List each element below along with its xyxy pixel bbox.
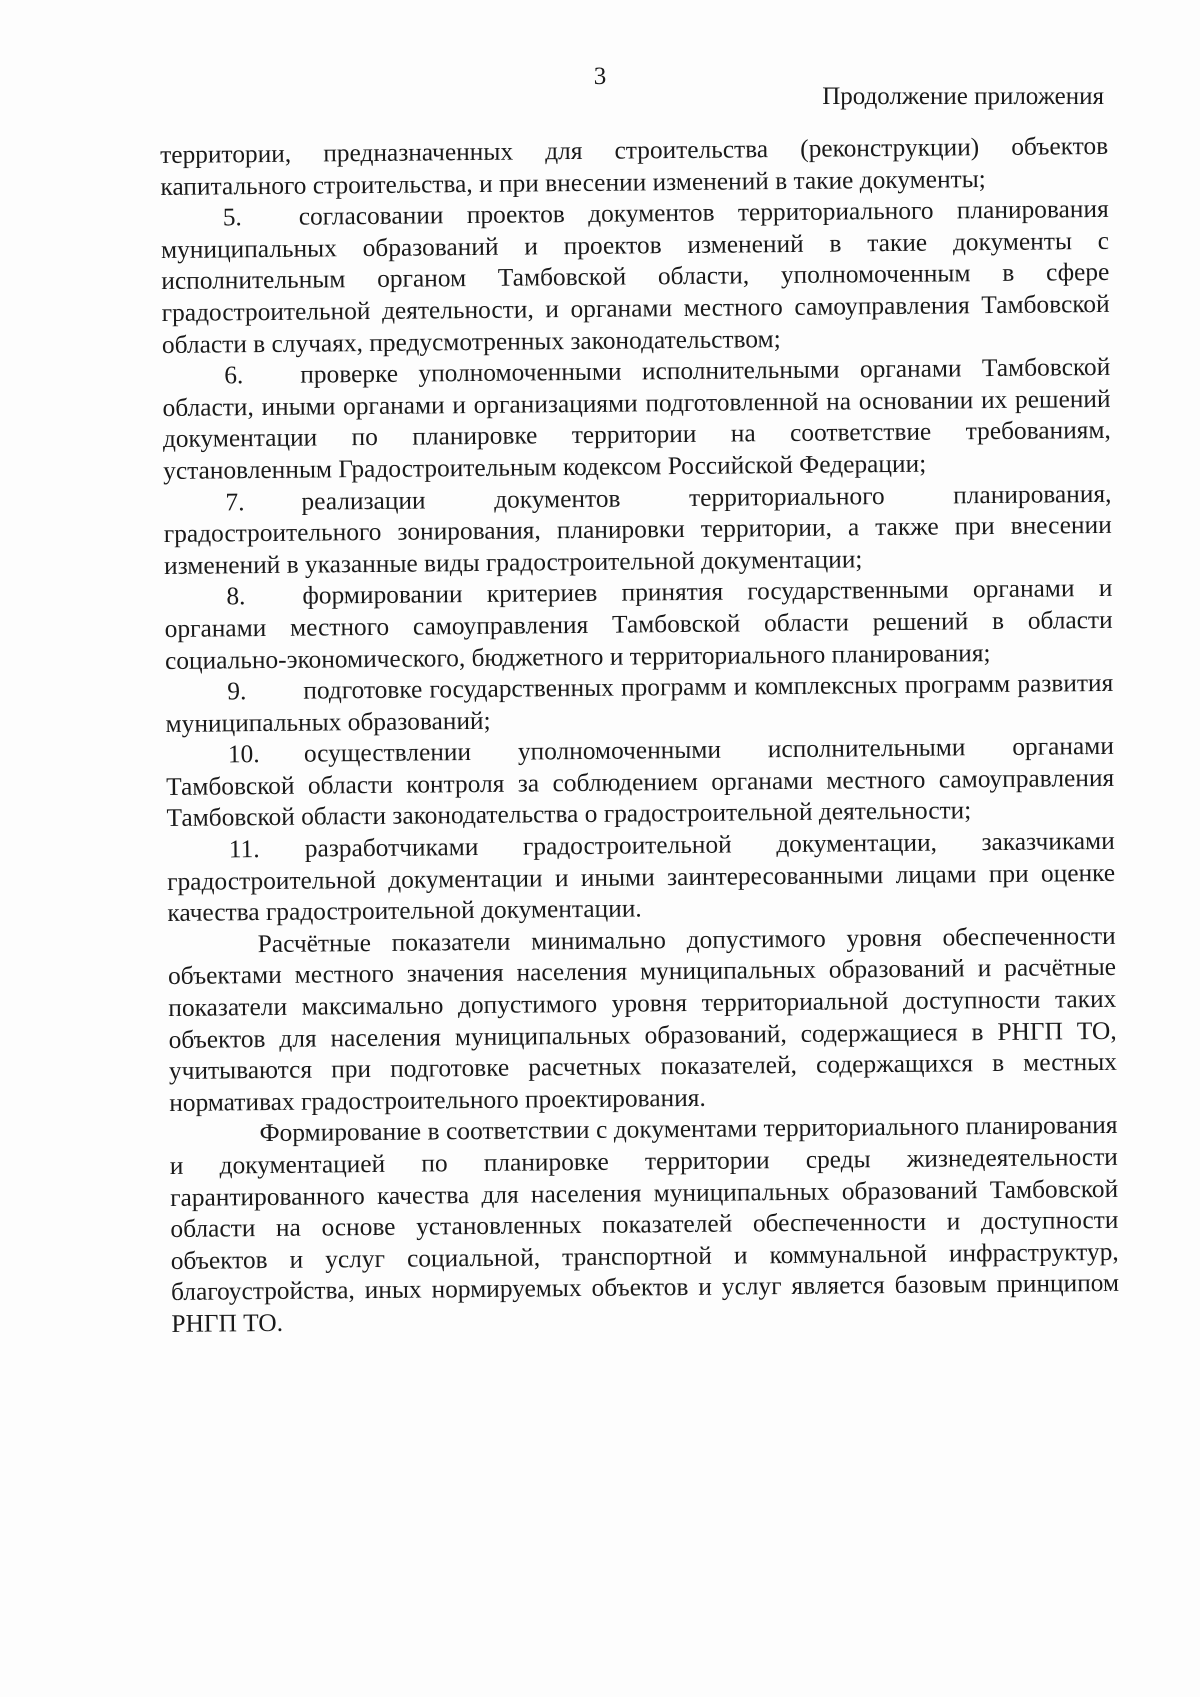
item-number: 6.: [224, 361, 244, 390]
document-body: [160, 131, 1119, 1341]
intro-paragraph: территории, предназначенных для строительства (реконструкции) объектов капитального строительства, и при внесении изменений в такие документы;: [160, 131, 1109, 201]
list-item: [166, 731, 1115, 835]
list-item: [162, 352, 1111, 487]
list-item: [167, 826, 1116, 930]
list-item: [161, 194, 1110, 361]
item-number: 8.: [226, 582, 246, 611]
item-text: согласовании проектов документов территориального планирования муниципальных образований и проектов изменений в такие документы с исполнительным органом Тамбовской области, уполномоченным в сфере градостроительной деятельности, и органами местного самоуправления Тамбовской области в случаях, предусмотренных законодательством;: [160, 195, 1110, 359]
item-number: 11.: [228, 835, 260, 864]
list-item: [163, 478, 1112, 582]
item-text: разработчиками градостроительной документации, заказчиками градостроительной документации и иными заинтересованными лицами при оценке качества градостроительной документации.: [166, 826, 1116, 928]
item-text: осуществлении уполномоченными исполнительными органами Тамбовской области контроля за соблюдением органами местного самоуправления Тамбовской области законодательства о градостроительной деятельности;: [166, 732, 1115, 833]
item-number: 7.: [225, 487, 245, 516]
item-text: проверке уполномоченными исполнительными органами Тамбовской области, иными органами и организациями подготовленной на основании их решений документации по планировке территории на соответствие требованиям, установленным Градостроительным кодексом Российской Федерации;: [162, 353, 1111, 485]
list-item: [165, 668, 1114, 740]
continuation-label: Продолжение приложения: [822, 83, 1104, 110]
item-text: формировании критериев принятия государственными органами и органами местного самоуправления Тамбовской области решений в области социально-экономического, бюджетного и территориального планирования;: [164, 574, 1113, 675]
body-paragraph: Расчётные показатели минимально допустимого уровня обеспеченности объектами местного значения населения муниципальных образований и расчётные показатели максимально допустимого уровня территориальной доступности таких объектов для населения муниципальных образований, содержащиеся в РНГП ТО, учитываются при подготовке расчетных показателей, содержащихся в местных нормативах градостроительного проектирования.: [167, 921, 1118, 1117]
page-number: 3: [593, 63, 607, 90]
item-number: 9.: [227, 677, 247, 706]
body-paragraph: Формирование в соответствии с документами территориального планирования и документацией по планировке территории среды жизнедеятельности гарантированного качества для населения муниципальных образований Тамбовской области на основе установленных показателей обеспеченности и доступности объектов и услуг социальной, транспортной и коммунальной инфраструктур, благоустройства, иных нормируемых объектов и услуг является базовым принципом РНГП ТО.: [169, 1111, 1120, 1338]
item-number: 10.: [227, 740, 260, 769]
item-text: реализации документов территориального планирования, градостроительного зонирования, планировки территории, а также при внесении изменений в указанные виды градостроительной документации;: [163, 479, 1112, 580]
item-text: подготовке государственных программ и комплексных программ развития муниципальных образований;: [165, 668, 1114, 738]
item-number: 5.: [222, 203, 242, 232]
list-item: [164, 573, 1113, 677]
